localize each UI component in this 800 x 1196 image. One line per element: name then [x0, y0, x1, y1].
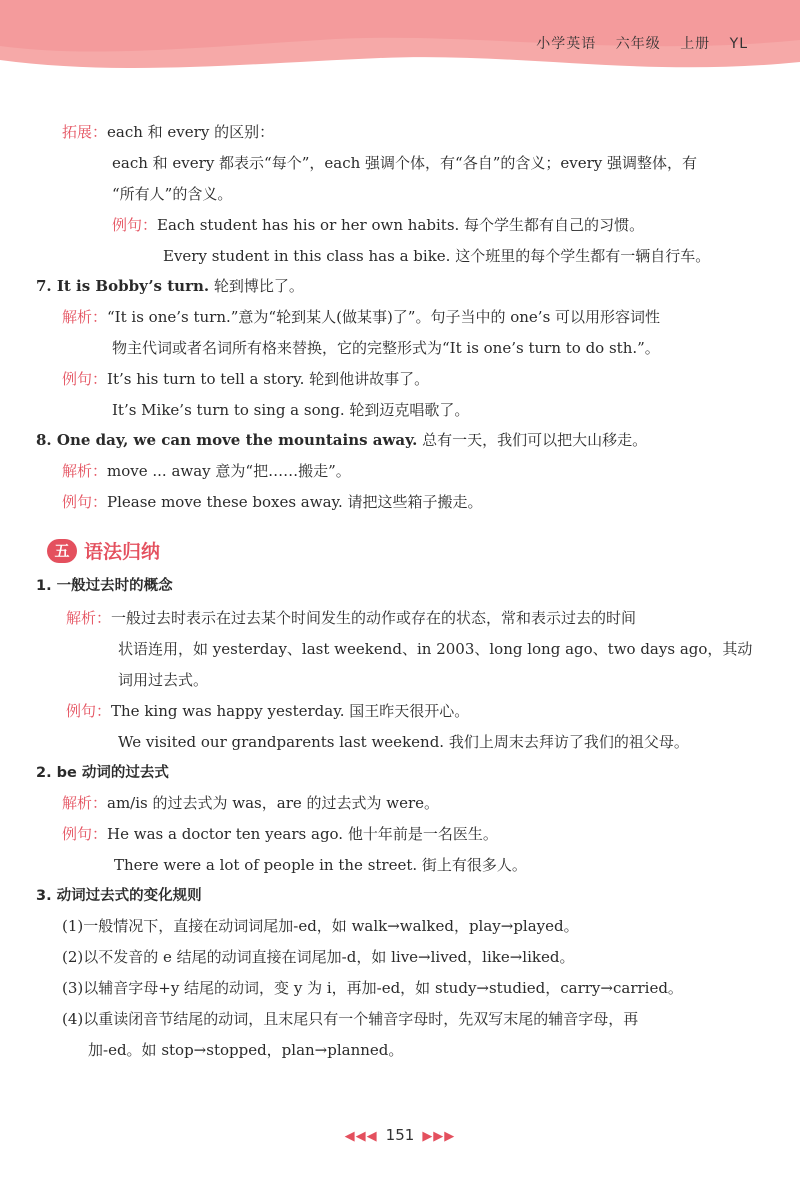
header-subject: 小学英语 [536, 36, 597, 52]
sub1-analysis-label: 解析： [66, 609, 112, 627]
extension-example-2: Every student in this class has a bike. 这个班里的每个学生都有一辆自行车。 [163, 247, 711, 265]
sub1-example-2: We visited our grandparents last weekend. 我们上周末去拜访了我们的祖父母。 [118, 733, 689, 751]
sub3-rule-2: (2)以不发音的 e 结尾的动词直接在词尾加-d，如 live→lived，like→liked。 [62, 948, 575, 966]
item8-analysis-1: move ... away 意为“把……搬走”。 [107, 462, 351, 480]
sub1-heading: 1. 一般过去时的概念 [36, 578, 173, 594]
sub2-heading: 2. be 动词的过去式 [36, 765, 169, 781]
item7-example-2: It’s Mike’s turn to sing a song. 轮到迈克唱歌了。 [112, 401, 470, 419]
header-grade: 六年级 [615, 36, 661, 52]
sub3-rule-4a: (4)以重读闭音节结尾的动词，且末尾只有一个辅音字母时，先双写末尾的辅音字母，再 [62, 1010, 639, 1028]
sub2-example-1: He was a doctor ten years ago. 他十年前是一名医生。 [107, 825, 498, 843]
sub1-example-1: The king was happy yesterday. 国王昨天很开心。 [111, 702, 470, 720]
extension-title-line [62, 121, 274, 143]
item8-analysis-label: 解析： [62, 462, 108, 480]
extension-example-label: 例句： [112, 216, 158, 234]
sub2-analysis-label: 解析： [62, 794, 108, 812]
sub2-analysis-1: am/is 的过去式为 was，are 的过去式为 were。 [107, 794, 440, 812]
sub1-analysis-line-1 [66, 607, 636, 629]
header-volume: 上册 [680, 36, 711, 52]
item7-heading-cn: 轮到博比了。 [213, 277, 304, 295]
item8-example-1: Please move these boxes away. 请把这些箱子搬走。 [107, 493, 483, 511]
item8-example-line [62, 491, 483, 513]
sub1-example-line-1 [66, 700, 469, 722]
item7-example-1: It’s his turn to tell a story. 轮到他讲故事了。 [107, 370, 430, 388]
item8-heading [36, 429, 647, 451]
item7-analysis-1: “It is one’s turn.”意为“轮到某人(做某事)了”。句子当中的 one’s 可以用形容词性 [107, 308, 661, 326]
item7-analysis-2: 物主代词或者名词所有格来替换，它的完整形式为“It is one’s turn to do sth.”。 [112, 339, 660, 357]
item8-analysis-line [62, 460, 351, 482]
page-footer [0, 1126, 800, 1144]
page-number: 151 [385, 1126, 415, 1144]
sub2-example-label: 例句： [62, 825, 108, 843]
sub3-heading: 3. 动词过去式的变化规则 [36, 888, 202, 904]
footer-right-arrows-icon: ▶▶▶ [422, 1129, 456, 1144]
extension-title: each 和 every 的区别： [107, 123, 275, 141]
item8-heading-en: 8. One day, we can move the mountains away. [36, 431, 418, 449]
sub1-analysis-1: 一般过去时表示在过去某个时间发生的动作或存在的状态，常和表示过去的时间 [111, 609, 637, 627]
footer-left-arrows-icon: ◀◀◀ [344, 1129, 378, 1144]
sub1-analysis-2: 状语连用，如 yesterday、last weekend、in 2003、long long ago、two days ago，其动 [118, 640, 753, 658]
section-badge: 五 [47, 539, 77, 563]
header-edition: YL [729, 36, 748, 52]
sub1-analysis-3: 词用过去式。 [118, 671, 209, 689]
sub3-rule-1: (1)一般情况下，直接在动词词尾加-ed，如 walk→walked，play→played。 [62, 917, 579, 935]
item8-example-label: 例句： [62, 493, 108, 511]
item7-analysis-label: 解析： [62, 308, 108, 326]
extension-explain-2: “所有人”的含义。 [112, 185, 233, 203]
sub3-rule-3: (3)以辅音字母+y 结尾的动词，变 y 为 i，再加-ed，如 study→studied，carry→carried。 [62, 979, 683, 997]
item7-analysis-line-1 [62, 306, 660, 328]
item7-example-line-1 [62, 368, 429, 390]
running-header [522, 33, 748, 53]
sub2-example-2: There were a lot of people in the street. 街上有很多人。 [114, 856, 527, 874]
item7-example-label: 例句： [62, 370, 108, 388]
section-title: 语法归纳 [84, 541, 161, 563]
sub2-example-line-1 [62, 823, 498, 845]
extension-example-1: Each student has his or her own habits. 每个学生都有自己的习惯。 [157, 216, 645, 234]
item8-heading-cn: 总有一天，我们可以把大山移走。 [422, 431, 648, 449]
sub1-example-label: 例句： [66, 702, 112, 720]
extension-example-line-1 [112, 214, 644, 236]
item7-heading-en: 7. It is Bobby’s turn. [36, 277, 210, 295]
sub3-rule-4b: 加-ed。如 stop→stopped，plan→planned。 [88, 1041, 404, 1059]
extension-explain-1: each 和 every 都表示“每个”，each 强调个体，有“各自”的含义；every 强调整体，有 [112, 154, 698, 172]
item7-heading [36, 275, 304, 297]
extension-label: 拓展： [62, 123, 108, 141]
sub2-analysis-line [62, 792, 439, 814]
